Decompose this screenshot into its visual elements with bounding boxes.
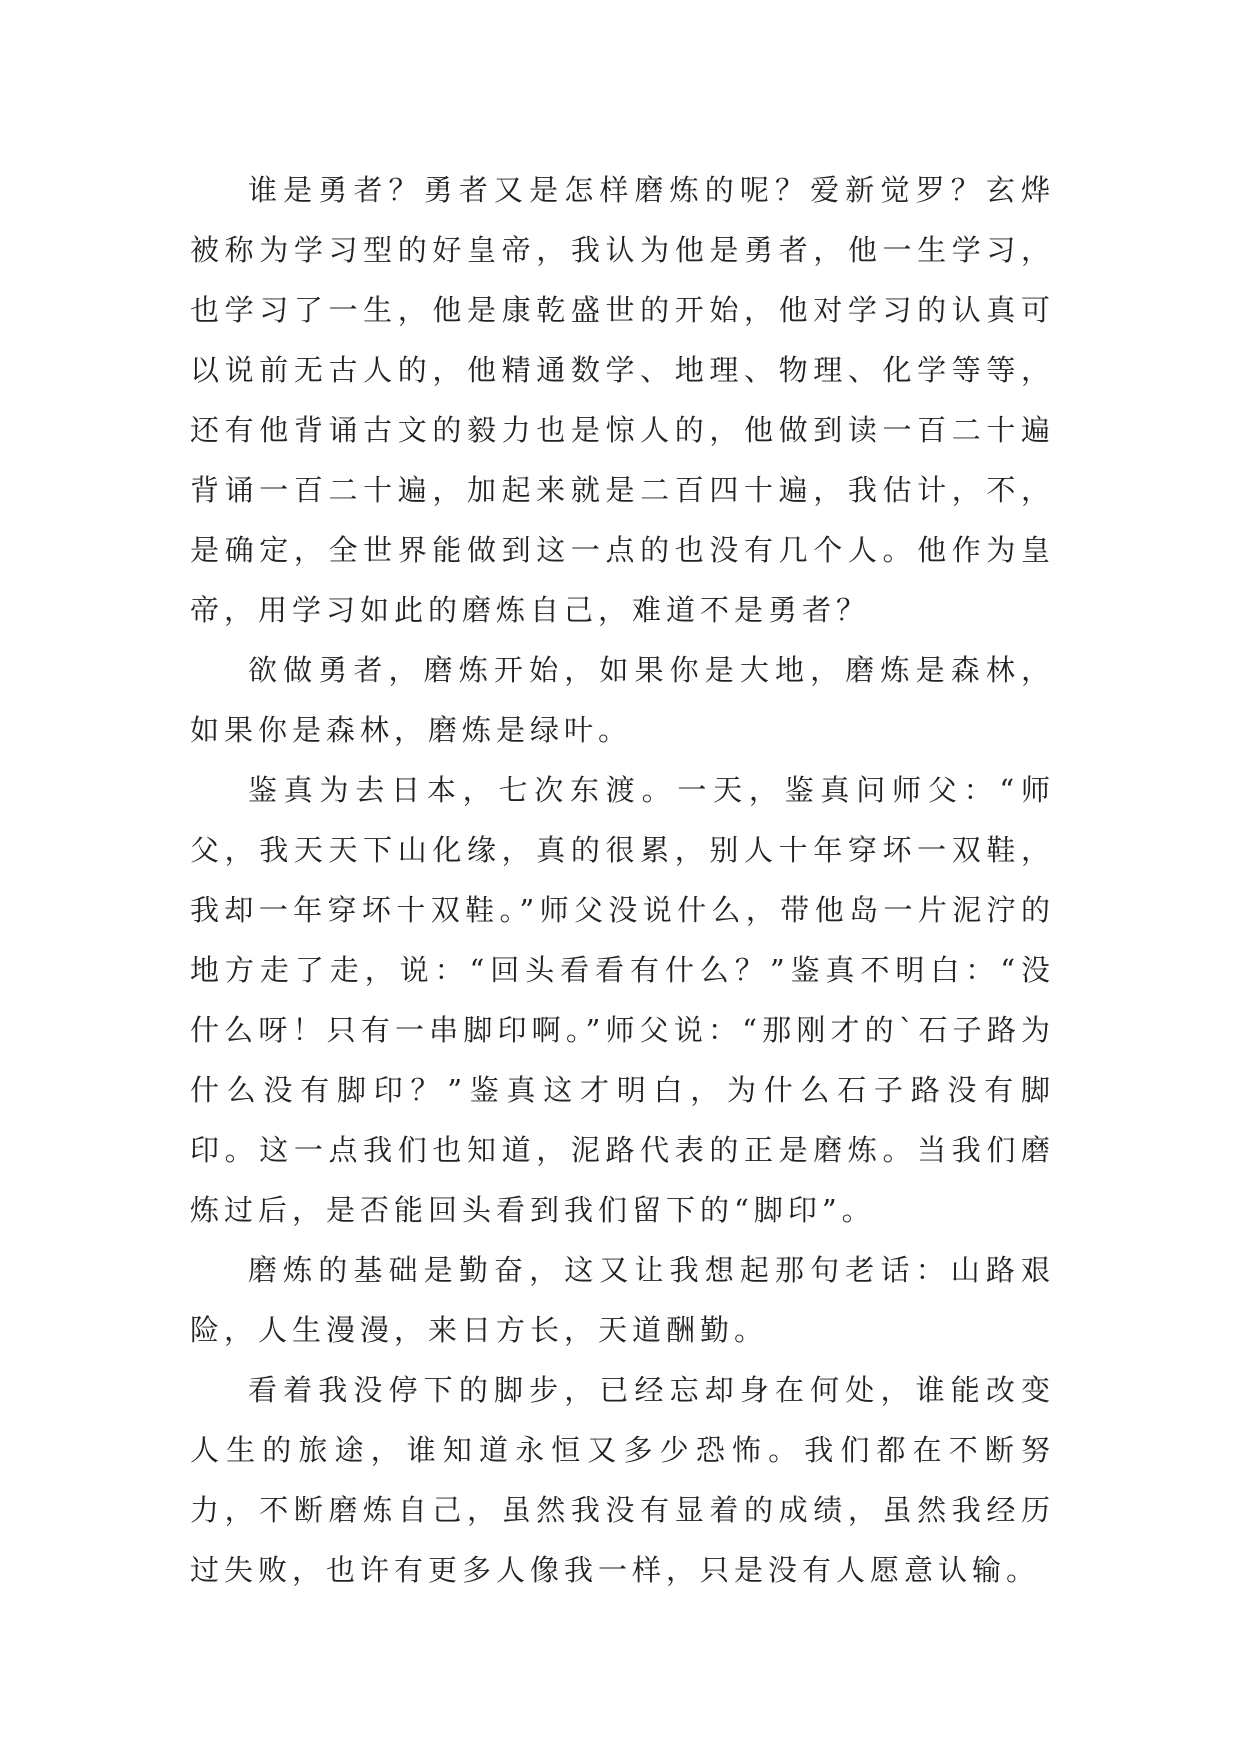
- paragraph-2: 欲做勇者，磨炼开始，如果你是大地，磨炼是森林，如果你是森林，磨炼是绿叶。: [190, 653, 1055, 747]
- paragraph-4: 磨炼的基础是勤奋，这又让我想起那句老话：山路艰险，人生漫漫，来日方长，天道酬勤。: [190, 1253, 1055, 1347]
- paragraph-5: 看着我没停下的脚步，已经忘却身在何处，谁能改变人生的旅途，谁知道永恒又多少恐怖。我们都在不断努力，不断磨炼自己，虽然我没有显着的成绩，虽然我经历过失败，也许有更多人像我一样，只是没有人愿意认输。: [190, 1373, 1055, 1587]
- paragraph-1: 谁是勇者？勇者又是怎样磨炼的呢？爱新觉罗？玄烨被称为学习型的好皇帝，我认为他是勇者，他一生学习，也学习了一生，他是康乾盛世的开始，他对学习的认真可以说前无古人的，他精通数学、地理、物理、化学等等，还有他背诵古文的毅力也是惊人的，他做到读一百二十遍背诵一百二十遍，加起来就是二百四十遍，我估计，不，是确定，全世界能做到这一点的也没有几个人。他作为皇帝，用学习如此的磨炼自己，难道不是勇者？: [190, 173, 1055, 627]
- paragraph-3: 鉴真为去日本，七次东渡。一天，鉴真问师父：“师父，我天天下山化缘，真的很累，别人十年穿坏一双鞋，我却一年穿坏十双鞋。”师父没说什么，带他岛一片泥泞的地方走了走，说：“回头看看有什么？”鉴真不明白：“没什么呀！只有一串脚印啊。”师父说：“那刚才的`石子路为什么没有脚印？”鉴真这才明白，为什么石子路没有脚印。这一点我们也知道，泥路代表的正是磨炼。当我们磨炼过后，是否能回头看到我们留下的“脚印”。: [190, 773, 1055, 1227]
- essay-body: [190, 160, 1055, 1600]
